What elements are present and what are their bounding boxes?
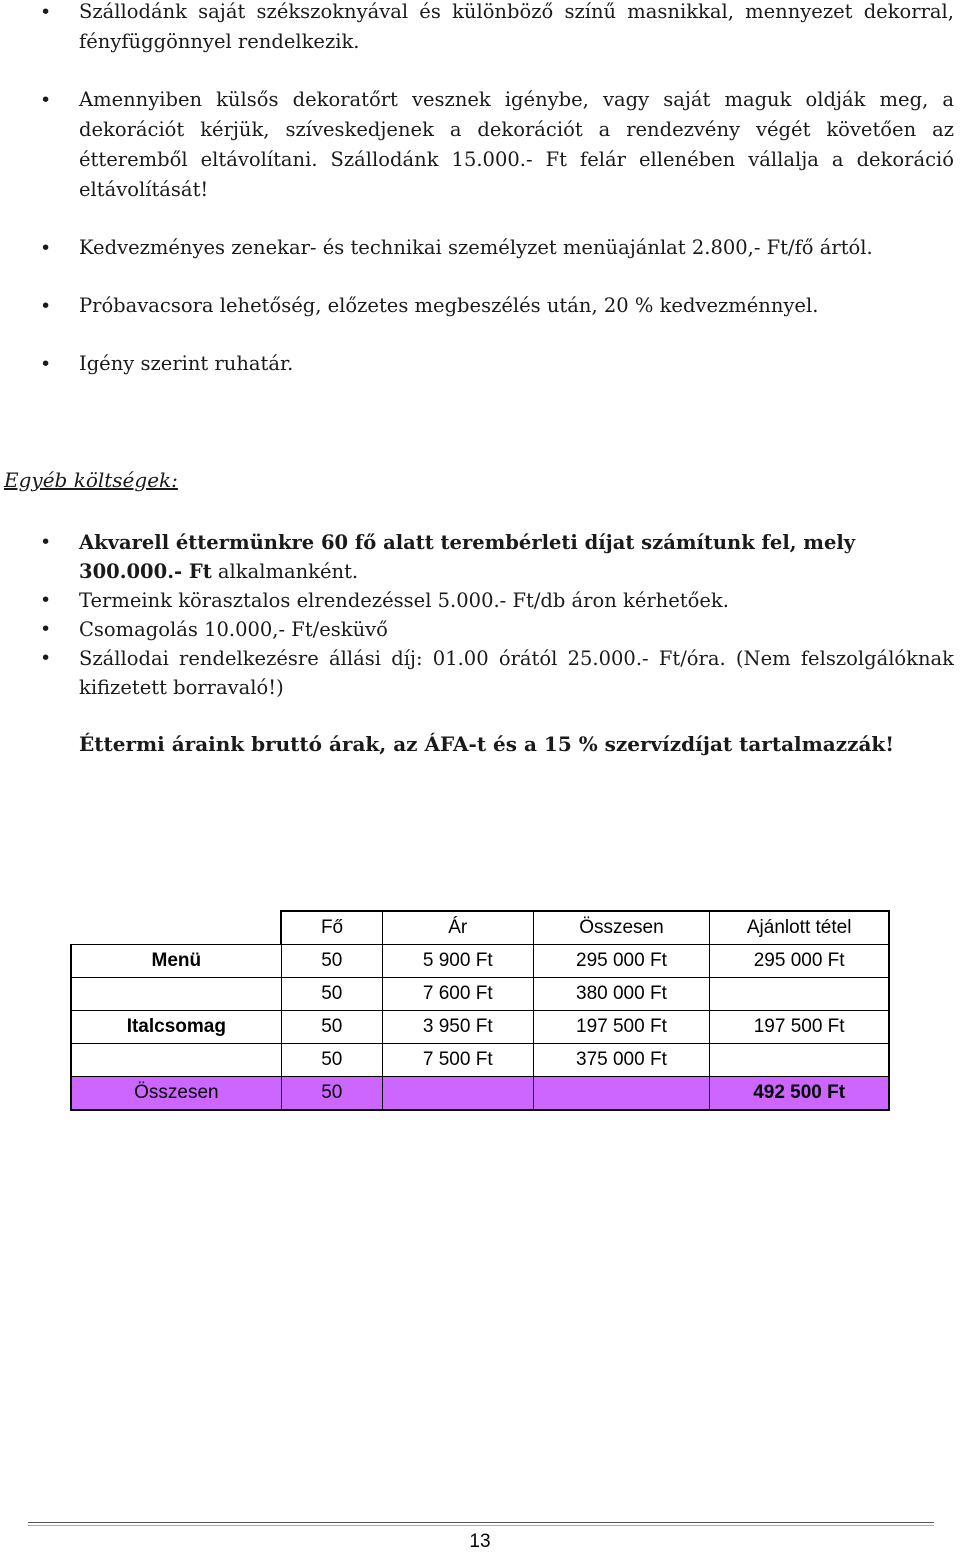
price-note: Éttermi áraink bruttó árak, az ÁFA-t és a 15 % szervízdíjat tartalmazzák! [79, 732, 895, 756]
bullet-icon: • [40, 353, 52, 375]
bullet-icon: • [40, 647, 52, 669]
header-cell: Ár [382, 911, 533, 945]
row-label [71, 1044, 281, 1077]
table-cell: 380 000 Ft [533, 978, 710, 1011]
table-cell: 50 [281, 945, 382, 978]
bullet-icon: • [40, 618, 52, 640]
table-row [71, 1044, 889, 1077]
bullet-icon: • [40, 1, 52, 23]
bullet-icon: • [40, 295, 52, 317]
list-item: • Próbavacsora lehetőség, előzetes megbeszélés után, 20 % kedvezménnyel. [0, 291, 960, 321]
other-costs-heading: Egyéb költségek: [4, 468, 178, 492]
page-number: 13 [469, 1531, 491, 1552]
table-row [71, 945, 889, 978]
table-cell: 50 [281, 1077, 382, 1111]
header-cell: Fő [281, 911, 382, 945]
table-cell [382, 1077, 533, 1111]
table-cell: 5 900 Ft [382, 945, 533, 978]
table-cell: 375 000 Ft [533, 1044, 710, 1077]
list-item: • Szállodai rendelkezésre állási díj: 01.00 órától 25.000.- Ft/óra. (Nem felszolgálóknak kifizetett borravaló!) [0, 644, 960, 702]
list-item: • Termeink körasztalos elrendezéssel 5.000.- Ft/db áron kérhetőek. [0, 586, 960, 615]
row-label: Menü [71, 945, 281, 978]
table-cell [710, 978, 889, 1011]
table-cell: 197 500 Ft [710, 1011, 889, 1044]
list-item: • Szállodánk saját székszoknyával és különböző színű masnikkal, mennyezet dekorral, fényfüggönnyel rendelkezik. [0, 0, 960, 57]
cost-table [70, 910, 890, 1111]
bullet-icon: • [40, 589, 52, 611]
list-item: • Kedvezményes zenekar- és technikai személyzet menüajánlat 2.800,- Ft/fő ártól. [0, 233, 960, 263]
total-label: Összesen [71, 1077, 281, 1111]
header-cell: Ajánlott tétel [710, 911, 889, 945]
bullet-icon: • [40, 237, 52, 259]
other-costs-list [0, 528, 960, 702]
header-cell: Összesen [533, 911, 710, 945]
total-amount: 492 500 Ft [710, 1077, 889, 1111]
table-row [71, 978, 889, 1011]
list-item: • Amennyiben külsős dekoratőrt vesznek igénybe, vagy saját maguk oldják meg, a dekorációt kérjük, szíveskedjenek a dekorációt a rendezvény végét követően az étteremből eltávolítani. Szállodánk 15.000.- Ft felár ellenében vállalja a dekoráció eltávolítását! [0, 85, 960, 205]
table-cell: 295 000 Ft [710, 945, 889, 978]
table-header-row [71, 911, 889, 945]
table-cell: 3 950 Ft [382, 1011, 533, 1044]
table-cell: 7 500 Ft [382, 1044, 533, 1077]
table-cell: 50 [281, 978, 382, 1011]
row-label: Italcsomag [71, 1011, 281, 1044]
total-row [71, 1077, 889, 1111]
room-rental-text: Akvarell éttermünkre 60 fő alatt terembérleti díjat számítunk fel, mely 300.000.- Ft [79, 531, 856, 583]
header-cell [71, 911, 281, 945]
table-cell [533, 1077, 710, 1111]
table-cell: 50 [281, 1011, 382, 1044]
table-cell [710, 1044, 889, 1077]
table-cell: 295 000 Ft [533, 945, 710, 978]
table-cell: 197 500 Ft [533, 1011, 710, 1044]
amenities-list [0, 0, 960, 379]
footer-divider [28, 1522, 934, 1523]
table-cell: 50 [281, 1044, 382, 1077]
list-item: • Csomagolás 10.000,- Ft/esküvő [0, 615, 960, 644]
bullet-icon: • [40, 89, 52, 111]
list-item: • Akvarell éttermünkre 60 fő alatt terembérleti díjat számítunk fel, mely 300.000.- Ft alkalmanként. [0, 528, 960, 586]
table-cell: 7 600 Ft [382, 978, 533, 1011]
table-row [71, 1011, 889, 1044]
row-label [71, 978, 281, 1011]
bullet-icon: • [40, 531, 52, 553]
list-item: • Igény szerint ruhatár. [0, 349, 960, 379]
